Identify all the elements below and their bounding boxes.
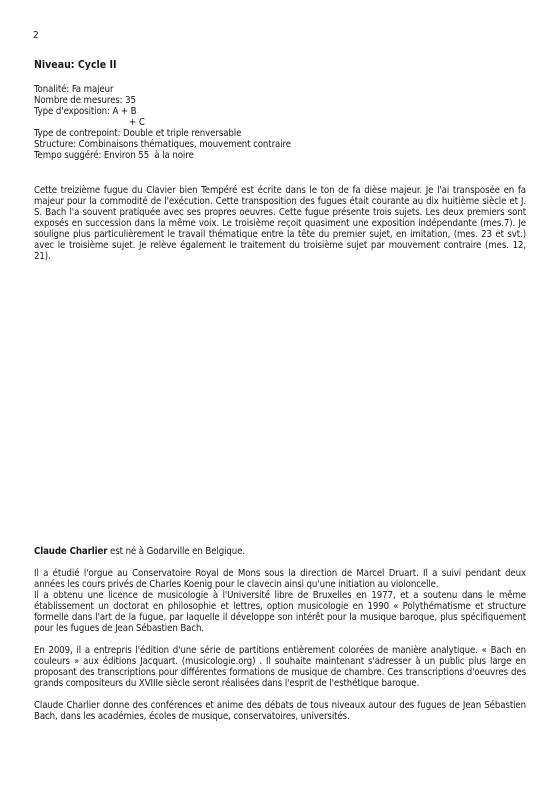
meta-exposition-type-continued: + C — [34, 117, 145, 128]
bio-studies-organ: Il a étudié l'orgue au Conservatoire Royal de Mons sous la direction de Marcel Druart. Il a suivi pendant deux années les cours privés de Charles Koenig pour le clavecin ainsi qu'une initiation au violoncelle. — [34, 568, 526, 590]
meta-structure: Structure: Combinaisons thématiques, mouvement contraire — [34, 139, 291, 150]
bio-birthplace: est né à Godarville en Belgique. — [107, 546, 245, 557]
author-biography — [34, 546, 526, 722]
meta-tempo: Tempo suggéré: Environ 55 à la noire — [34, 150, 194, 161]
meta-tonality: Tonalité: Fa majeur — [34, 84, 114, 95]
intro-section — [34, 185, 526, 262]
meta-measures: Nombre de mesures: 35 — [34, 95, 136, 106]
meta-exposition-type: Type d'exposition: A + B — [34, 106, 137, 117]
author-name: Claude Charlier — [34, 546, 108, 557]
intro-paragraph: Cette treizième fugue du Clavier bien Tempéré est écrite dans le ton de fa dièse majeur. Je l'ai transposée en fa majeur pour la commodité de l'exécution. Cette transposition des fugues était courante au dix huitième siècle et J. S. Bach l'a souvent pratiquée avec ses propres oeuvres. Cette fugue présente trois sujets. Les deux premiers sont exposés en succession dans la même voix. Le troisième reçoit quasiment une exposition indépendante (mes.7). Je souligne plus particulièrement le travail thématique entre la tête du premier sujet, en imitation, (mes. 23 et svt.) avec le troisième sujet. Je relève également le traitement du troisième sujet par mouvement contraire (mes. 12, 21). — [34, 185, 526, 262]
bio-activities: Claude Charlier donne des conférences et anime des débats de tous niveaux autour des fugues de Jean Sébastien Bach, dans les académies, écoles de musique, conservatoires, universités. — [34, 700, 526, 722]
bio-studies — [34, 568, 526, 634]
fugue-metadata — [34, 84, 334, 161]
page-number: 2 — [33, 30, 39, 41]
meta-counterpoint-type: Type de contrepoint: Double et triple renversable — [34, 128, 242, 139]
level-heading: Niveau: Cycle II — [34, 59, 117, 71]
bio-intro — [34, 546, 526, 557]
bio-studies-musicology: Il a obtenu une licence de musicologie à l'Université libre de Bruxelles en 1977, et a soutenu dans le même établissement un doctorat en philosophie et lettres, option musicologie en 1990 « Polythématisme et structure formelle dans l'art de la fugue, par laquelle il développe son intérêt pour la musique baroque, plus spécifiquement pour les fugues de Jean Sébastien Bach. — [34, 590, 526, 634]
bio-editions: En 2009, il a entrepris l'édition d'une série de partitions entièrement colorées de manière analytique. « Bach en couleurs » aux éditions Jacquart. (musicologie.org) . Il souhaite maintenant s'adresser à un public plus large en proposant des transcriptions pour différentes formations de musique de chambre. Ces transcriptions d'oeuvres des grands compositeurs du XVIIIe siècle seront réalisées dans l'esprit de l'esthétique baroque. — [34, 645, 526, 689]
